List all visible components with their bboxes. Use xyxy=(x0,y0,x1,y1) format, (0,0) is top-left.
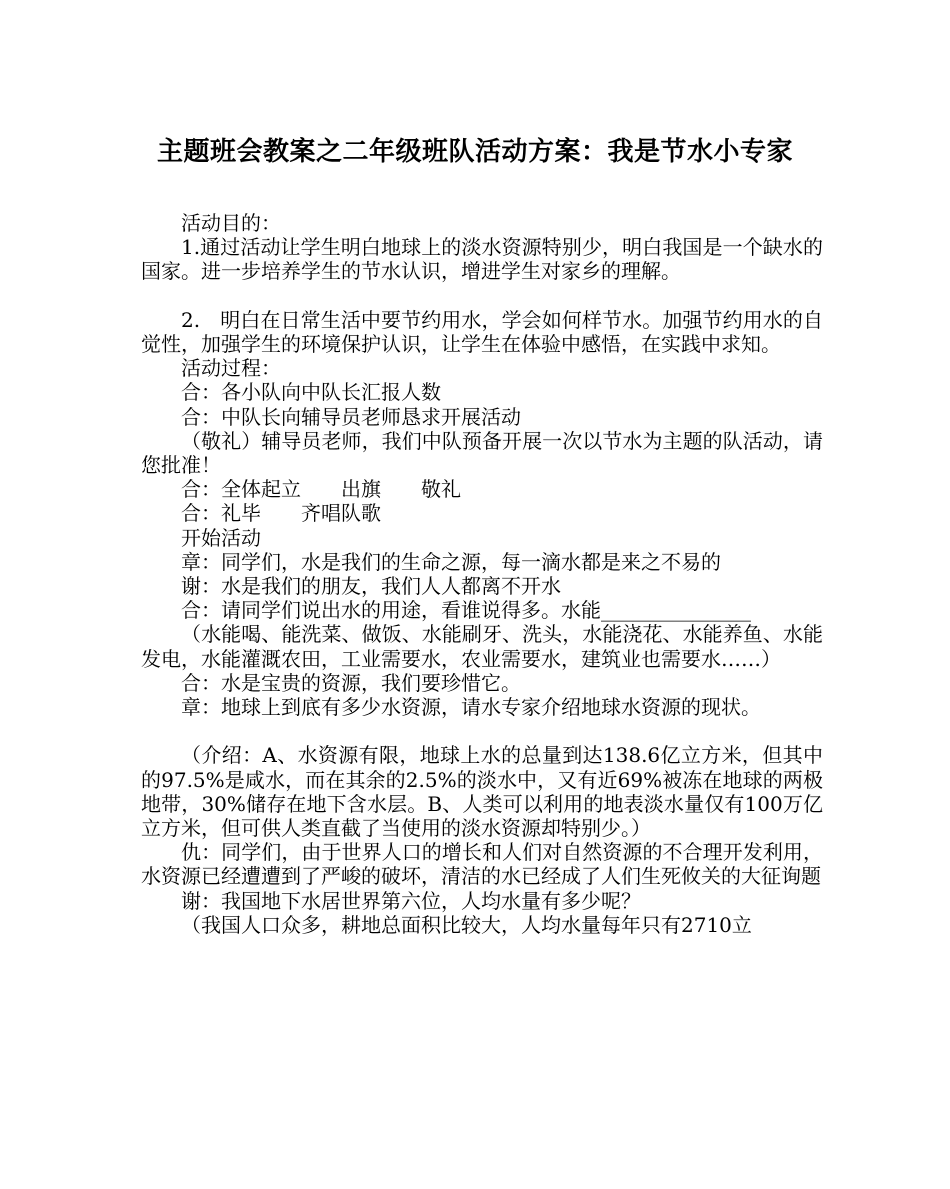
paragraph-line: 合：各小队向中队长汇报人数 xyxy=(181,380,441,405)
paragraph-line: 谢：水是我们的朋友，我们人人都离不开水 xyxy=(181,574,561,599)
paragraph-purpose-heading: 活动目的： xyxy=(181,211,281,235)
blank-line xyxy=(141,284,823,308)
paragraph-line: 合：请同学们说出水的用途，看谁说得多。水能_______________ xyxy=(181,598,751,623)
paragraph-purpose-2: 2. 明白在日常生活中要节约用水，学会如何样节水。加强节约用水的自觉性，加强学生的环境保护认识，让学生在体验中感悟，在实践中求知。 xyxy=(141,307,823,356)
paragraph-line: （敬礼）辅导员老师，我们中队预备开展一次以节水为主题的队活动，请您批准！ xyxy=(141,428,823,478)
paragraph-purpose-1: 1.通过活动让学生明白地球上的淡水资源特别少，明白我国是一个缺水的国家。进一步培养学生的节水认识，增进学生对家乡的理解。 xyxy=(141,235,823,284)
paragraph-line: 开始活动 xyxy=(181,525,261,550)
paragraph-line: （介绍：A、水资源有限，地球上水的总量到达138.6亿立方米，但其中的97.5%是咸水，而在其余的2.5%的淡水中，又有近69%被冻在地球的两极地带，30%储存在地下含水层。B、人类可以利用的地表淡水量仅有100万亿立方米，但可供人类直截了当使用的淡水资源却特别少。） xyxy=(141,743,823,841)
paragraph-line: 合：全体起立 出旗 敬礼 xyxy=(181,477,461,502)
paragraph-line: （我国人口众多，耕地总面积比较大，人均水量每年只有2710立 xyxy=(181,912,752,937)
paragraph-line: （水能喝、能洗菜、做饭、水能刷牙、洗头，水能浇花、水能养鱼、水能发电，水能灌溉农田，工业需要水，农业需要水，建筑业也需要水……） xyxy=(141,622,823,671)
paragraph-line: 章：地球上到底有多少水资源，请水专家介绍地球水资源的现状。 xyxy=(181,695,761,720)
paragraph-line: 合：中队长向辅导员老师恳求开展活动 xyxy=(181,404,521,429)
paragraph-line: 合：水是宝贵的资源，我们要珍惜它。 xyxy=(181,670,521,695)
paragraph-line: 仇：同学们，由于世界人口的增长和人们对自然资源的不合理开发利用，水资源已经遭遭到了严峻的破坏，清洁的水已经成了人们生死攸关的大征询题 xyxy=(141,840,823,889)
paragraph-line: 章：同学们，水是我们的生命之源，每一滴水都是来之不易的 xyxy=(181,549,721,574)
paragraph-line: 合：礼毕 齐唱队歌 xyxy=(181,501,381,526)
blank-line xyxy=(141,719,823,743)
document-body xyxy=(141,211,823,937)
paragraph-line: 谢：我国地下水居世界第六位，人均水量有多少呢？ xyxy=(181,888,641,913)
paragraph-process-heading: 活动过程： xyxy=(181,356,281,381)
document-title: 主题班会教案之二年级班队活动方案：我是节水小专家 xyxy=(156,137,793,167)
